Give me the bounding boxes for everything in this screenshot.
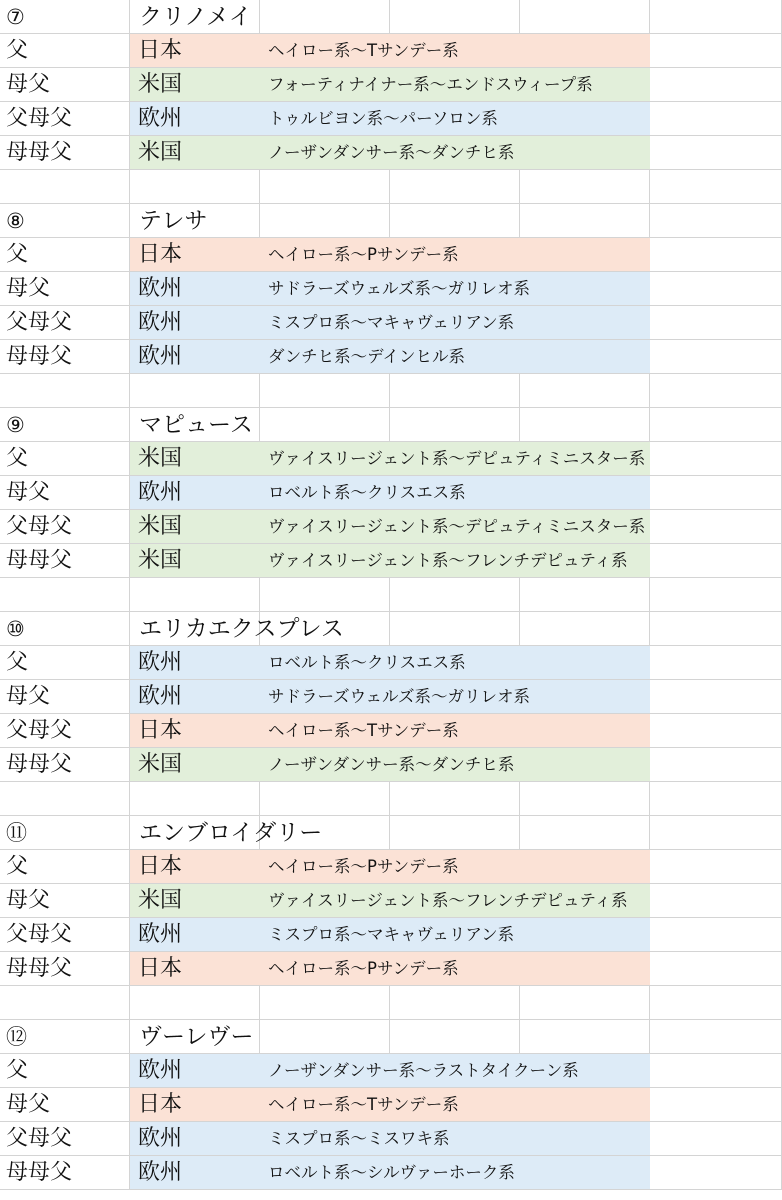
- grid-cell[interactable]: [650, 238, 782, 272]
- sire-line-cell: ヘイロー系～Pサンデー系: [268, 857, 459, 876]
- grid-cell[interactable]: [390, 1020, 520, 1054]
- grid-cell[interactable]: [650, 748, 782, 782]
- grid-cell[interactable]: [650, 544, 782, 578]
- ancestor-label: 母父: [6, 480, 51, 505]
- horse-name: ヴーレヴー: [139, 1024, 254, 1050]
- horse-number: ⑧: [6, 209, 25, 233]
- grid-cell[interactable]: [520, 986, 650, 1020]
- grid-cell[interactable]: [260, 170, 390, 204]
- grid-cell[interactable]: [650, 374, 782, 408]
- grid-cell[interactable]: [520, 782, 650, 816]
- grid-cell[interactable]: [650, 306, 782, 340]
- grid-cell[interactable]: [650, 884, 782, 918]
- pedigree-row: [0, 1156, 782, 1190]
- ancestor-label: 母母父: [6, 140, 73, 165]
- sire-line-cell: ミスプロ系～ミスワキ系: [268, 1129, 450, 1148]
- region-cell: 日本: [138, 854, 183, 879]
- ancestor-label: 母母父: [6, 548, 73, 573]
- ancestor-label: 母母父: [6, 1160, 73, 1185]
- sire-line-cell: ノーザンダンサー系～ラストタイクーン系: [268, 1061, 579, 1080]
- horse-header-row: [0, 0, 782, 34]
- ancestor-label: 母父: [6, 72, 51, 97]
- ancestor-label: 父母父: [6, 718, 73, 743]
- grid-cell[interactable]: [650, 0, 782, 34]
- region-cell: 欧州: [138, 344, 183, 369]
- region-cell: 欧州: [138, 650, 183, 675]
- pedigree-row: [0, 102, 782, 136]
- ancestor-label: 父母父: [6, 1126, 73, 1151]
- region-cell: 米国: [138, 752, 183, 777]
- grid-cell[interactable]: [520, 408, 650, 442]
- region-cell: 欧州: [138, 1160, 183, 1185]
- horse-header-row: [0, 612, 782, 646]
- sire-line-cell: トゥルビヨン系～パーソロン系: [268, 109, 498, 128]
- horse-name: テレサ: [139, 208, 208, 234]
- grid-cell[interactable]: [650, 952, 782, 986]
- sire-line-cell: ヴァイスリージェント系～デピュティミニスター系: [268, 449, 646, 468]
- horse-header-row: [0, 408, 782, 442]
- pedigree-row: [0, 340, 782, 374]
- grid-cell[interactable]: [390, 782, 520, 816]
- pedigree-row: [0, 34, 782, 68]
- pedigree-row: [0, 476, 782, 510]
- grid-cell[interactable]: [520, 204, 650, 238]
- grid-cell[interactable]: [260, 0, 390, 34]
- pedigree-row: [0, 952, 782, 986]
- grid-cell[interactable]: [260, 578, 390, 612]
- grid-cell[interactable]: [260, 782, 390, 816]
- grid-cell[interactable]: [650, 1088, 782, 1122]
- pedigree-row: [0, 1054, 782, 1088]
- horse-header-row: [0, 816, 782, 850]
- ancestor-label: 母父: [6, 276, 51, 301]
- region-cell: 欧州: [138, 1126, 183, 1151]
- sire-line-cell: ノーザンダンサー系～ダンチヒ系: [268, 143, 515, 162]
- grid-cell[interactable]: [130, 170, 260, 204]
- grid-cell[interactable]: [650, 136, 782, 170]
- pedigree-row: [0, 1122, 782, 1156]
- ancestor-label: 父母父: [6, 106, 73, 131]
- pedigree-row: [0, 850, 782, 884]
- pedigree-row: [0, 136, 782, 170]
- grid-cell[interactable]: [390, 816, 520, 850]
- grid-cell[interactable]: [650, 782, 782, 816]
- grid-cell[interactable]: [650, 408, 782, 442]
- ancestor-label: 母母父: [6, 344, 73, 369]
- pedigree-row: [0, 646, 782, 680]
- grid-cell[interactable]: [260, 408, 390, 442]
- horse-number: ⑦: [6, 5, 25, 29]
- region-cell: 日本: [138, 38, 183, 63]
- grid-cell[interactable]: [650, 170, 782, 204]
- grid-cell[interactable]: [650, 510, 782, 544]
- ancestor-label: 父母父: [6, 922, 73, 947]
- horse-name: クリノメイ: [139, 4, 252, 30]
- grid-cell[interactable]: [390, 986, 520, 1020]
- spacer-row: [0, 986, 782, 1020]
- sire-line-cell: サドラーズウェルズ系～ガリレオ系: [268, 279, 531, 298]
- grid-cell[interactable]: [650, 272, 782, 306]
- sire-line-cell: ミスプロ系～マキャヴェリアン系: [268, 313, 515, 332]
- grid-cell[interactable]: [520, 1020, 650, 1054]
- grid-cell[interactable]: [650, 34, 782, 68]
- pedigree-row: [0, 68, 782, 102]
- grid-cell[interactable]: [390, 170, 520, 204]
- sire-line-cell: ヘイロー系～Pサンデー系: [268, 959, 459, 978]
- region-cell: 米国: [138, 72, 183, 97]
- grid-cell[interactable]: [650, 1122, 782, 1156]
- grid-cell[interactable]: [650, 340, 782, 374]
- region-cell: 米国: [138, 140, 183, 165]
- grid-cell[interactable]: [650, 578, 782, 612]
- sire-line-cell: ロベルト系～クリスエス系: [268, 653, 466, 672]
- horse-number: ⑫: [6, 1025, 27, 1049]
- sire-line-cell: ヘイロー系～Tサンデー系: [268, 1095, 459, 1114]
- pedigree-row: [0, 714, 782, 748]
- pedigree-row: [0, 918, 782, 952]
- sire-line-cell: ヘイロー系～Tサンデー系: [268, 721, 459, 740]
- grid-cell[interactable]: [260, 204, 390, 238]
- sire-line-cell: サドラーズウェルズ系～ガリレオ系: [268, 687, 531, 706]
- sire-line-cell: ミスプロ系～マキャヴェリアン系: [268, 925, 515, 944]
- region-cell: 欧州: [138, 684, 183, 709]
- grid-cell[interactable]: [650, 714, 782, 748]
- grid-cell[interactable]: [390, 0, 520, 34]
- grid-cell[interactable]: [520, 612, 650, 646]
- pedigree-row: [0, 544, 782, 578]
- grid-cell[interactable]: [260, 374, 390, 408]
- grid-cell[interactable]: [520, 374, 650, 408]
- region-cell: 米国: [138, 514, 183, 539]
- grid-cell[interactable]: [650, 476, 782, 510]
- grid-cell[interactable]: [650, 1156, 782, 1190]
- ancestor-label: 父: [6, 242, 29, 267]
- grid-cell[interactable]: [520, 578, 650, 612]
- grid-cell[interactable]: [0, 578, 130, 612]
- region-cell: 日本: [138, 1092, 183, 1117]
- grid-cell[interactable]: [130, 986, 260, 1020]
- horse-number: ⑩: [6, 617, 25, 641]
- grid-cell[interactable]: [0, 986, 130, 1020]
- grid-cell[interactable]: [650, 1054, 782, 1088]
- ancestor-label: 母父: [6, 684, 51, 709]
- ancestor-label: 父母父: [6, 514, 73, 539]
- spacer-row: [0, 374, 782, 408]
- ancestor-label: 父: [6, 854, 29, 879]
- pedigree-row: [0, 306, 782, 340]
- pedigree-row: [0, 680, 782, 714]
- pedigree-row: [0, 1088, 782, 1122]
- grid-cell[interactable]: [650, 918, 782, 952]
- pedigree-row: [0, 238, 782, 272]
- grid-cell[interactable]: [520, 170, 650, 204]
- pedigree-row: [0, 442, 782, 476]
- horse-number: ⑪: [6, 821, 27, 845]
- grid-cell[interactable]: [650, 612, 782, 646]
- grid-cell[interactable]: [260, 986, 390, 1020]
- grid-cell[interactable]: [650, 646, 782, 680]
- grid-cell[interactable]: [130, 782, 260, 816]
- grid-cell[interactable]: [650, 1020, 782, 1054]
- ancestor-label: 父母父: [6, 310, 73, 335]
- region-cell: 日本: [138, 242, 183, 267]
- horse-name: エリカエクスプレス: [139, 616, 344, 642]
- grid-cell[interactable]: [520, 0, 650, 34]
- horse-name: マピュース: [139, 412, 253, 438]
- region-cell: 欧州: [138, 276, 183, 301]
- ancestor-label: 母母父: [6, 752, 73, 777]
- grid-cell[interactable]: [520, 816, 650, 850]
- ancestor-label: 母母父: [6, 956, 73, 981]
- grid-cell[interactable]: [650, 816, 782, 850]
- grid-cell[interactable]: [390, 374, 520, 408]
- grid-cell[interactable]: [390, 408, 520, 442]
- region-cell: 欧州: [138, 1058, 183, 1083]
- grid-cell[interactable]: [260, 1020, 390, 1054]
- region-cell: 日本: [138, 718, 183, 743]
- grid-cell[interactable]: [650, 68, 782, 102]
- region-cell: 日本: [138, 956, 183, 981]
- grid-cell[interactable]: [650, 102, 782, 136]
- grid-cell[interactable]: [0, 782, 130, 816]
- sire-line-cell: ヴァイスリージェント系～フレンチデピュティ系: [268, 891, 628, 910]
- region-cell: 欧州: [138, 106, 183, 131]
- spacer-row: [0, 782, 782, 816]
- grid-cell[interactable]: [650, 442, 782, 476]
- sire-line-cell: ヘイロー系～Pサンデー系: [268, 245, 459, 264]
- spacer-row: [0, 170, 782, 204]
- spacer-row: [0, 578, 782, 612]
- horse-header-row: [0, 204, 782, 238]
- grid-cell[interactable]: [130, 374, 260, 408]
- sire-line-cell: ノーザンダンサー系～ダンチヒ系: [268, 755, 515, 774]
- pedigree-row: [0, 510, 782, 544]
- sire-line-cell: ロベルト系～クリスエス系: [268, 483, 466, 502]
- grid-cell[interactable]: [650, 986, 782, 1020]
- sire-line-cell: ロベルト系～シルヴァーホーク系: [268, 1163, 515, 1182]
- grid-cell[interactable]: [390, 612, 520, 646]
- grid-cell[interactable]: [390, 204, 520, 238]
- pedigree-row: [0, 748, 782, 782]
- sire-line-cell: フォーティナイナー系～エンドスウィープ系: [268, 75, 593, 94]
- region-cell: 欧州: [138, 310, 183, 335]
- sire-line-cell: ヘイロー系～Tサンデー系: [268, 41, 459, 60]
- horse-header-row: [0, 1020, 782, 1054]
- horse-number: ⑨: [6, 413, 25, 437]
- ancestor-label: 母父: [6, 888, 51, 913]
- grid-cell[interactable]: [650, 204, 782, 238]
- region-cell: 欧州: [138, 922, 183, 947]
- ancestor-label: 父: [6, 650, 29, 675]
- pedigree-row: [0, 272, 782, 306]
- sire-line-cell: ヴァイスリージェント系～デピュティミニスター系: [268, 517, 646, 536]
- horse-name: エンブロイダリー: [139, 820, 323, 846]
- sire-line-cell: ヴァイスリージェント系～フレンチデピュティ系: [268, 551, 628, 570]
- grid-cell[interactable]: [650, 850, 782, 884]
- ancestor-label: 母父: [6, 1092, 51, 1117]
- ancestor-label: 父: [6, 1058, 29, 1083]
- ancestor-label: 父: [6, 38, 29, 63]
- region-cell: 欧州: [138, 480, 183, 505]
- grid-cell[interactable]: [0, 170, 130, 204]
- grid-cell[interactable]: [390, 578, 520, 612]
- grid-cell[interactable]: [650, 680, 782, 714]
- pedigree-row: [0, 884, 782, 918]
- region-cell: 米国: [138, 446, 183, 471]
- region-cell: 米国: [138, 888, 183, 913]
- grid-cell[interactable]: [0, 374, 130, 408]
- ancestor-label: 父: [6, 446, 29, 471]
- grid-cell[interactable]: [130, 578, 260, 612]
- sire-line-cell: ダンチヒ系～デインヒル系: [268, 347, 466, 366]
- region-cell: 米国: [138, 548, 183, 573]
